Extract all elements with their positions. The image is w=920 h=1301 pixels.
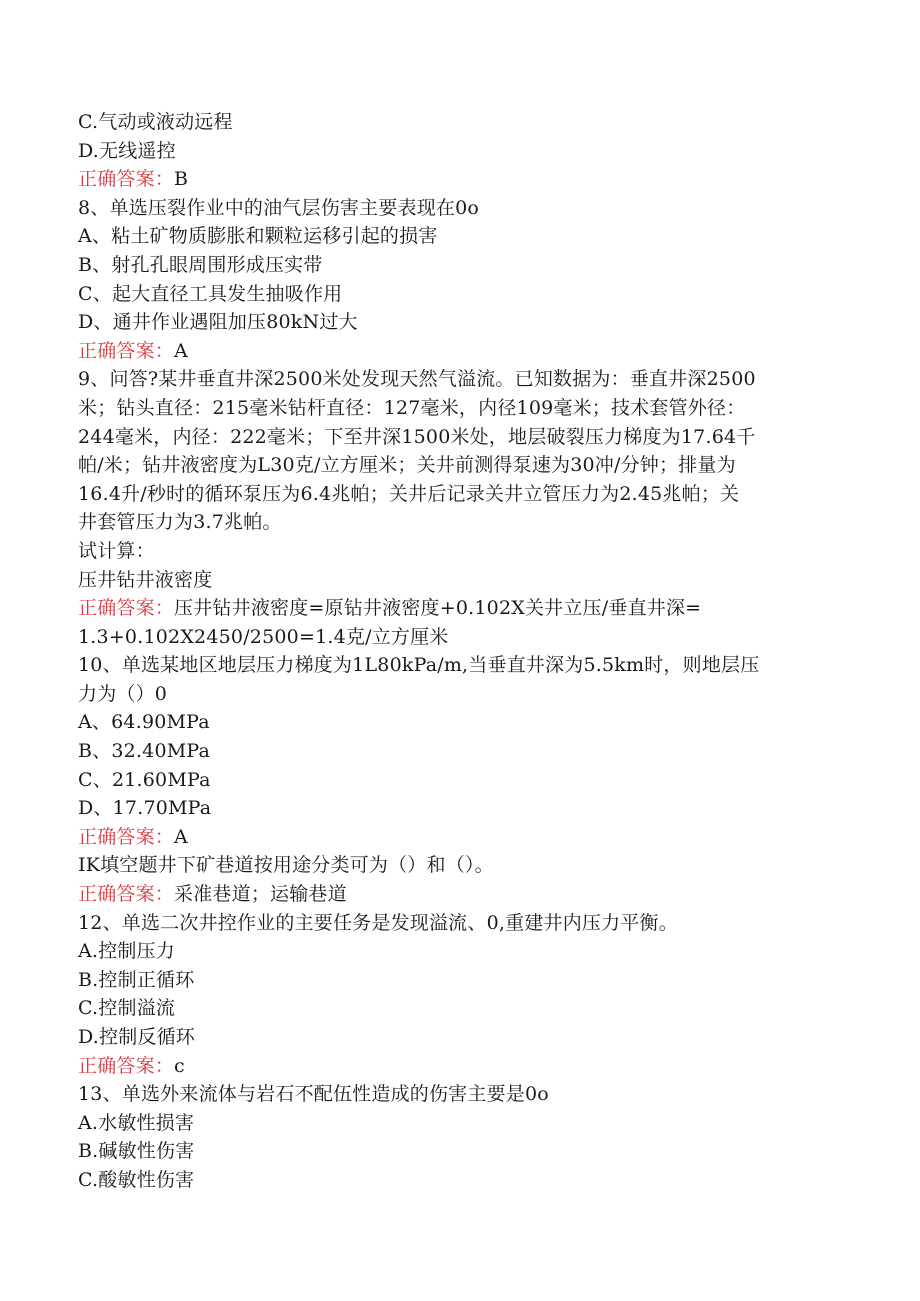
question-9-line-5: 16.4升/秒时的循环泵压为6.4兆帕；关井后记录关井立管压力为2.45兆帕；关 <box>78 482 740 505</box>
question-9-prompt: 试计算： <box>78 539 155 562</box>
answer-q9 <box>78 594 838 623</box>
answer-value: 采准巷道；运输巷道 <box>174 883 347 906</box>
question-11: IK填空题井下矿巷道按用途分类可为（）和（）。 <box>78 854 494 877</box>
answer-q12 <box>78 1052 838 1081</box>
answer-q9-continued: 1.3+0.102X2450/2500=1.4克/立方厘米 <box>78 625 449 648</box>
question-12: 12、单选二次井控作业的主要任务是发现溢流、0,重建井内压力平衡。 <box>78 911 678 934</box>
option-c-q13: C.酸敏性伤害 <box>78 1168 195 1191</box>
option-d-q8: D、通井作业遇阻加压80kN过大 <box>78 311 358 334</box>
option-c-q7: C.气动或液动远程 <box>78 111 233 133</box>
answer-label: 正确答案： <box>78 1054 175 1077</box>
answer-label: 正确答案： <box>78 168 175 191</box>
answer-q11 <box>78 880 838 909</box>
option-a-q13: A.水敏性损害 <box>78 1111 195 1134</box>
document-page <box>78 108 838 1195</box>
question-9-line-1: 9、问答?某井垂直井深2500米处发现天然气溢流。已知数据为：垂直井深2500 <box>78 368 756 391</box>
answer-value: 压井钻井液密度=原钻井液密度+0.102X关井立压/垂直井深= <box>174 597 702 620</box>
answer-label: 正确答案： <box>78 597 175 620</box>
question-8: 8、单选压裂作业中的油气层伤害主要表现在0o <box>78 196 480 219</box>
option-a-q8: A、粘土矿物质膨胀和颗粒运移引起的损害 <box>78 225 438 248</box>
option-d-q12: D.控制反循环 <box>78 1026 195 1048</box>
option-b-q8: B、射孔孔眼周围形成压实带 <box>78 253 323 276</box>
answer-value: A <box>174 825 188 848</box>
question-9-line-4: 帕/米；钻井液密度为L30克/立方厘米；关井前测得泵速为30冲/分钟；排量为 <box>78 454 736 477</box>
answer-label: 正确答案： <box>78 825 175 848</box>
answer-label: 正确答案： <box>78 339 175 362</box>
question-10-line-1: 10、单选某地区地层压力梯度为1L80kPa/m,当垂直井深为5.5km时，则地层压 <box>78 654 760 677</box>
question-9-subject: 压井钻井液密度 <box>78 568 213 591</box>
answer-q7 <box>78 165 838 194</box>
option-d-q7: D.无线遥控 <box>78 139 176 162</box>
answer-value: B <box>174 168 189 191</box>
option-b-q13: B.碱敏性伤害 <box>78 1140 195 1163</box>
answer-label: 正确答案： <box>78 883 175 906</box>
answer-value: c <box>174 1054 185 1077</box>
option-b-q10: B、32.40MPa <box>78 740 211 763</box>
answer-value: A <box>174 339 188 362</box>
option-d-q10: D、17.70MPa <box>78 797 212 820</box>
option-a-q10: A、64.90MPa <box>78 711 210 734</box>
option-a-q12: A.控制压力 <box>78 940 175 963</box>
option-b-q12: B.控制正循环 <box>78 968 195 991</box>
question-9-line-3: 244毫米，内径：222毫米；下至井深1500米处，地层破裂压力梯度为17.64千 <box>78 425 756 448</box>
question-9-line-2: 米；钻头直径：215毫米钻杆直径：127毫米，内径109毫米；技术套管外径： <box>78 396 746 419</box>
question-13: 13、单选外来流体与岩石不配伍性造成的伤害主要是0o <box>78 1083 549 1106</box>
question-9-line-6: 井套管压力为3.7兆帕。 <box>78 511 282 534</box>
option-c-q12: C.控制溢流 <box>78 997 176 1020</box>
option-c-q10: C、21.60MPa <box>78 768 211 791</box>
question-10-line-2: 力为（）0 <box>78 682 168 705</box>
answer-q10 <box>78 823 838 852</box>
option-c-q8: C、起大直径工具发生抽吸作用 <box>78 282 343 305</box>
answer-q8 <box>78 337 838 366</box>
